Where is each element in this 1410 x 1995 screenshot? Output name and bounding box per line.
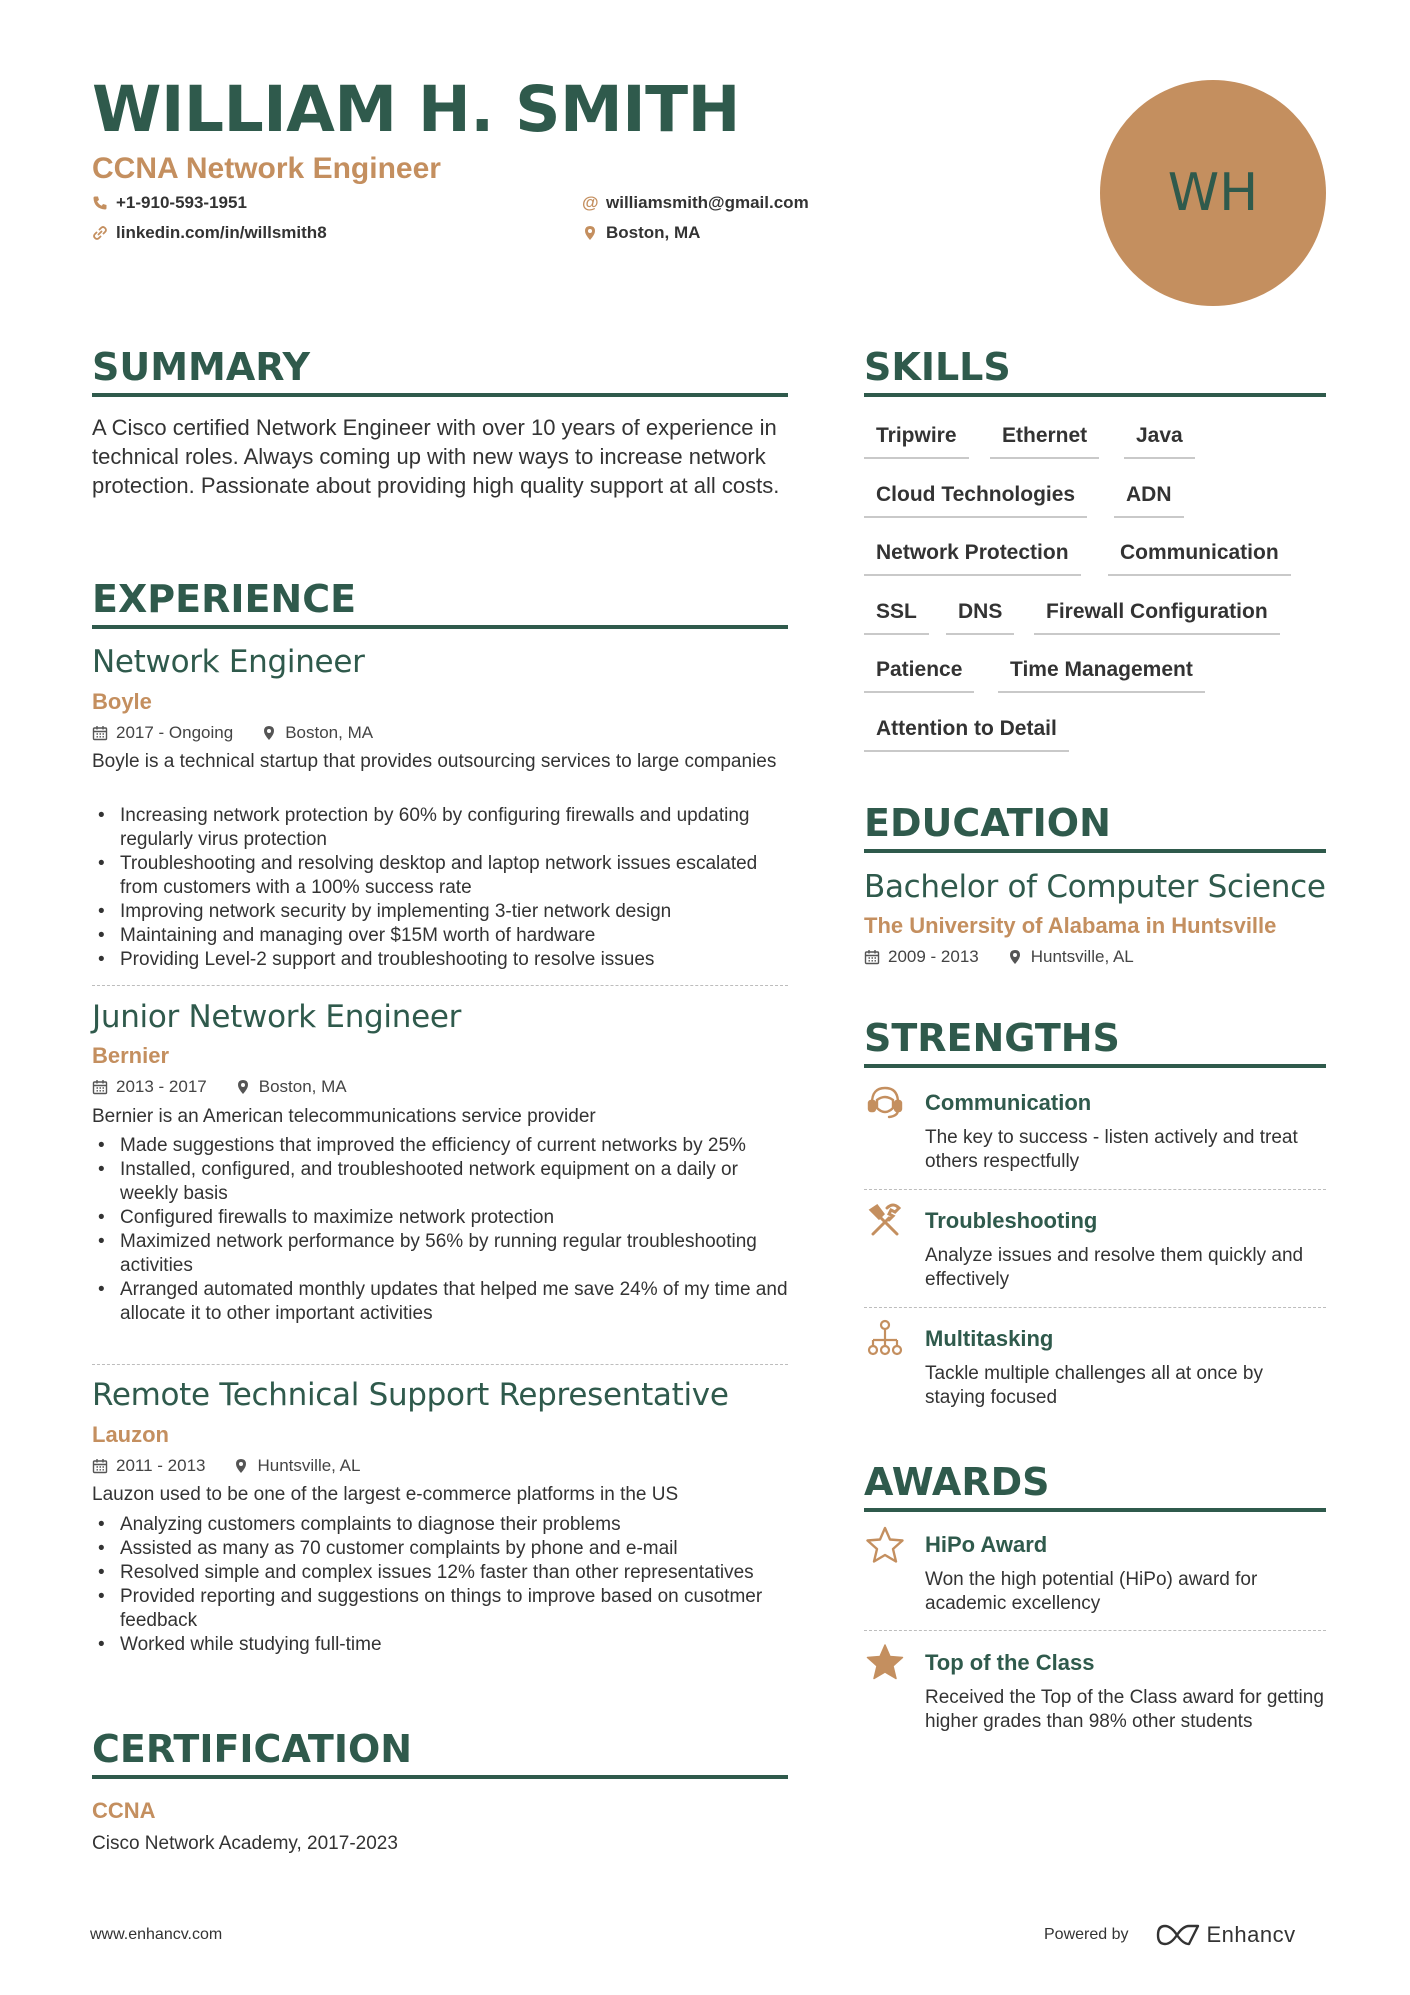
job-location: Boston, MA	[285, 723, 374, 742]
list-item: • Analyzing customers complaints to diagnose their problems	[92, 1513, 792, 1537]
job-description: Bernier is an American telecommunications service provider	[92, 1106, 596, 1127]
avatar	[1100, 80, 1326, 306]
education-location: Huntsville, AL	[1030, 947, 1134, 966]
list-item: • Installed, configured, and troubleshooted network equipment on a daily or weekly basis	[92, 1158, 792, 1206]
hierarchy-icon	[865, 1318, 905, 1358]
job-dates: 2011 - 2013	[116, 1456, 206, 1475]
degree-title: Bachelor of Computer Science	[864, 869, 1326, 905]
list-item: • Improving network security by implementing 3-tier network design	[92, 900, 792, 924]
skill-tag: Tripwire	[864, 423, 969, 459]
education-dates: 2009 - 2013	[888, 947, 979, 966]
brand-name: Enhancv	[1206, 1922, 1296, 1947]
tools-icon	[865, 1200, 905, 1240]
list-item: • Made suggestions that improved the efficiency of current networks by 25%	[92, 1134, 792, 1158]
list-item: • Provided reporting and suggestions on things to improve based on cusotmer feedback	[92, 1585, 792, 1633]
award-desc: Received the Top of the Class award for getting higher grades than 98% other students	[925, 1687, 1324, 1732]
job-company: Lauzon	[92, 1422, 169, 1447]
job-location: Boston, MA	[258, 1077, 347, 1096]
location-text: Boston, MA	[606, 223, 701, 242]
skill-tag: Patience	[864, 657, 974, 693]
job-dates: 2017 - Ongoing	[116, 723, 234, 742]
candidate-name: WILLIAM H. SMITH	[92, 73, 740, 146]
skill-tag: Java	[1124, 423, 1195, 459]
location-pin-icon	[1007, 949, 1023, 965]
contact-location	[582, 222, 700, 244]
list-item: • Providing Level-2 support and troubleshooting to resolve issues	[92, 948, 792, 972]
job-title: Network Engineer	[92, 644, 365, 680]
skills-heading: SKILLS	[864, 343, 1326, 397]
award-title: HiPo Award	[925, 1532, 1048, 1557]
star-outline-icon	[865, 1525, 905, 1565]
job-bullets	[92, 804, 792, 972]
strength-desc: The key to success - listen actively and treat others respectfully	[925, 1127, 1298, 1172]
divider	[864, 1307, 1326, 1308]
calendar-icon	[864, 949, 880, 965]
list-item: • Maintaining and managing over $15M worth of hardware	[92, 924, 792, 948]
strength-desc: Analyze issues and resolve them quickly and effectively	[925, 1245, 1304, 1290]
enhancv-logo-icon	[1155, 1923, 1201, 1947]
email-text[interactable]: williamsmith@gmail.com	[606, 193, 809, 212]
job-location: Huntsville, AL	[257, 1456, 361, 1475]
award-desc: Won the high potential (HiPo) award for academic excellency	[925, 1569, 1258, 1614]
job-bullets	[92, 1134, 792, 1326]
skill-tag: ADN	[1114, 482, 1184, 518]
education-heading: EDUCATION	[864, 799, 1326, 853]
linkedin-text[interactable]: linkedin.com/in/willsmith8	[116, 223, 327, 242]
job-description: Boyle is a technical startup that provides outsourcing services to large companies	[92, 751, 777, 772]
headset-icon	[865, 1082, 905, 1122]
skill-tag: Cloud Technologies	[864, 482, 1087, 518]
skill-tag: SSL	[864, 599, 929, 635]
school-name: The University of Alabama in Huntsville	[864, 913, 1277, 938]
job-description: Lauzon used to be one of the largest e-commerce platforms in the US	[92, 1484, 679, 1505]
skill-tag: Time Management	[998, 657, 1205, 693]
location-pin-icon	[582, 225, 598, 241]
certification-heading: CERTIFICATION	[92, 1725, 788, 1779]
skill-tag: Communication	[1108, 540, 1291, 576]
divider	[864, 1630, 1326, 1631]
strength-title: Multitasking	[925, 1326, 1054, 1351]
contact-email	[582, 192, 809, 214]
avatar-initials: WH	[1167, 163, 1259, 223]
divider	[92, 985, 788, 986]
list-item: • Resolved simple and complex issues 12% faster than other representatives	[92, 1561, 792, 1585]
skill-tag: Network Protection	[864, 540, 1081, 576]
skill-tag: Attention to Detail	[864, 716, 1069, 752]
list-item: • Increasing network protection by 60% by configuring firewalls and updating regularly virus protection	[92, 804, 792, 852]
skill-tag: Firewall Configuration	[1034, 599, 1280, 635]
list-item: • Assisted as many as 70 customer complaints by phone and e-mail	[92, 1537, 792, 1561]
summary-text: A Cisco certified Network Engineer with over 10 years of experience in technical roles. Always coming up with new ways to increase network protection. Passionate about providing high quality support at all costs.	[92, 415, 780, 498]
certification-name: CCNA	[92, 1798, 156, 1823]
list-item: • Worked while studying full-time	[92, 1633, 792, 1657]
link-icon	[92, 225, 108, 241]
contact-phone	[92, 192, 247, 214]
award-title: Top of the Class	[925, 1650, 1095, 1675]
at-icon: @	[582, 193, 599, 212]
job-title: Remote Technical Support Representative	[92, 1377, 729, 1413]
contact-linkedin	[92, 222, 327, 244]
strengths-heading: STRENGTHS	[864, 1014, 1326, 1068]
job-meta	[92, 1076, 375, 1098]
footer-branding	[1044, 1922, 1296, 1948]
phone-icon	[92, 195, 108, 211]
location-pin-icon	[235, 1079, 251, 1095]
summary-heading: SUMMARY	[92, 343, 788, 397]
job-meta	[92, 1455, 388, 1477]
strength-title: Troubleshooting	[925, 1208, 1098, 1233]
job-company: Boyle	[92, 689, 152, 714]
location-pin-icon	[261, 725, 277, 741]
awards-heading: AWARDS	[864, 1458, 1326, 1512]
job-meta	[92, 722, 401, 744]
calendar-icon	[92, 725, 108, 741]
skill-tag: DNS	[946, 599, 1014, 635]
list-item: • Troubleshooting and resolving desktop and laptop network issues escalated from customers with a 100% success rate	[92, 852, 792, 900]
job-dates: 2013 - 2017	[116, 1077, 207, 1096]
list-item: • Maximized network performance by 56% by running regular troubleshooting activities	[92, 1230, 792, 1278]
skill-tag: Ethernet	[990, 423, 1099, 459]
footer-website[interactable]: www.enhancv.com	[90, 1926, 223, 1943]
divider	[92, 1364, 788, 1365]
candidate-title: CCNA Network Engineer	[92, 152, 441, 185]
calendar-icon	[92, 1458, 108, 1474]
certification-detail: Cisco Network Academy, 2017-2023	[92, 1833, 398, 1854]
job-bullets	[92, 1513, 792, 1657]
powered-by-label: Powered by	[1044, 1926, 1129, 1943]
job-company: Bernier	[92, 1043, 170, 1068]
strength-desc: Tackle multiple challenges all at once by staying focused	[925, 1363, 1263, 1408]
strength-title: Communication	[925, 1090, 1092, 1115]
experience-heading: EXPERIENCE	[92, 575, 788, 629]
divider	[864, 1189, 1326, 1190]
job-title: Junior Network Engineer	[92, 999, 462, 1035]
star-filled-icon	[865, 1642, 905, 1682]
location-pin-icon	[233, 1458, 249, 1474]
list-item: • Arranged automated monthly updates that helped me save 24% of my time and allocate it to other important activities	[92, 1278, 792, 1326]
calendar-icon	[92, 1079, 108, 1095]
list-item: • Configured firewalls to maximize network protection	[92, 1206, 792, 1230]
phone-text[interactable]: +1-910-593-1951	[116, 193, 247, 212]
education-meta	[864, 946, 1162, 968]
